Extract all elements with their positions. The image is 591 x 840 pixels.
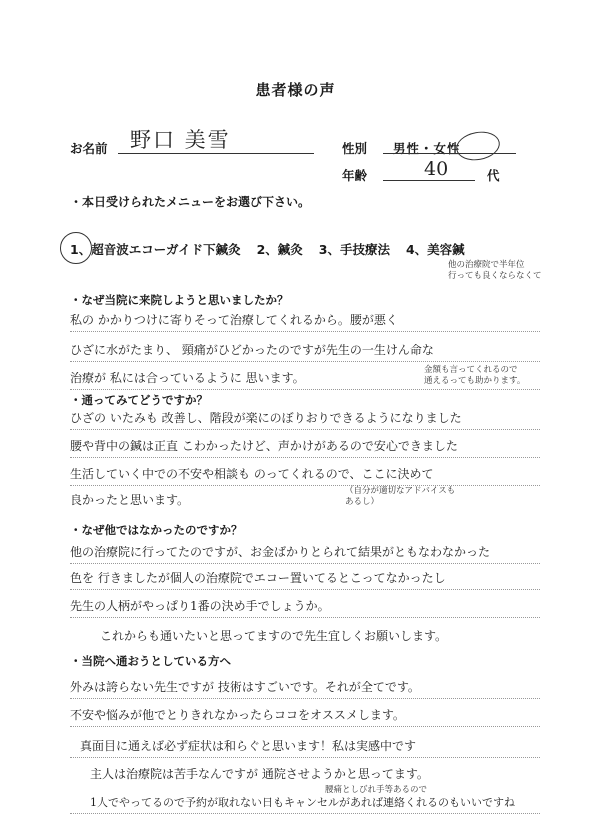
answer-rule — [70, 698, 540, 699]
margin-note: （自分が適切なアドバイスも あるし） — [345, 486, 456, 507]
answer-line: 1人でやってるので予約が取れない日もキャンセルがあれば連絡くれるのもいいですね — [90, 797, 515, 808]
name-value: 野口 美雪 — [130, 128, 231, 152]
answer-rule — [70, 429, 540, 430]
answer-line: 主人は治療院は苦手なんですが 通院させようかと思ってます。 — [90, 768, 429, 780]
answer-line: 先生の人柄がやっぱり1番の決め手でしょうか。 — [70, 600, 330, 612]
gender-label: 性別 — [342, 141, 368, 156]
answer-rule — [70, 589, 540, 590]
answer-rule — [70, 457, 540, 458]
menu-selected-circle — [60, 232, 92, 264]
menu-option-2: 2、鍼灸 — [256, 242, 303, 257]
answer-rule — [70, 331, 540, 332]
margin-note: 他の治療院で半年位 行っても良くならなくて — [448, 260, 542, 281]
answer-line: 外みは誇らない先生ですが 技術はすごいです。それが全てです。 — [70, 681, 420, 693]
answer-line: 不安や悩みが他でとりきれなかったらココをオススメします。 — [70, 709, 405, 721]
answer-line: 生活していく中での不安や相談も のってくれるので、ここに決めて — [70, 468, 434, 480]
answer-line: 良かったと思います。 — [70, 494, 190, 506]
answer-line: ひざの いたみも 改善し、階段が楽にのぼりおりできるようになりました — [70, 412, 462, 424]
answer-line: 真面目に通えば必ず症状は和らぐと思います！私は実感中です — [80, 740, 417, 752]
answer-line: 腰や背中の鍼は正直 こわかったけど、声かけがあるので安心できました — [70, 440, 458, 452]
gender-options: 男性・女性 — [393, 141, 461, 156]
gender-selected-circle — [454, 128, 502, 163]
answer-rule — [70, 361, 540, 362]
age-label: 年齢 — [342, 168, 368, 183]
answer-line: ひざに水がたまり、 頸痛がひどかったのですが先生の一生けん命な — [70, 344, 434, 356]
name-underline — [118, 153, 314, 154]
question-why-not-others-label: ・なぜ他ではなかったのですか？ — [70, 523, 243, 537]
answer-line: これからも通いたいと思ってますので先生宜しくお願いします。 — [100, 630, 448, 642]
menu-options — [70, 240, 530, 258]
age-underline — [383, 180, 475, 181]
age-value: 40 — [424, 158, 449, 180]
margin-note: 腰痛としびれ手等あるので — [325, 785, 428, 795]
answer-rule — [70, 813, 540, 814]
question-reason-label: ・なぜ当院に来院しようと思いましたか？ — [70, 293, 289, 307]
gender-underline — [383, 153, 516, 154]
answer-rule — [70, 726, 540, 727]
answer-line: 色を 行きましたが個人の治療院でエコー置いてるとこってなかったし — [70, 572, 446, 584]
question-experience-label: ・通ってみてどうですか？ — [70, 393, 208, 407]
answer-rule — [70, 563, 540, 564]
menu-prompt: ・本日受けられたメニューをお選び下さい。 — [70, 195, 311, 209]
question-message-label: ・当院へ通おうとしている方へ — [70, 654, 231, 668]
answer-line: 治療が 私には合っているように 思います。 — [70, 372, 305, 384]
page-title: 患者様の声 — [255, 81, 336, 99]
name-label: お名前 — [70, 141, 108, 156]
menu-option-3: 3、手技療法 — [318, 242, 390, 257]
answer-rule — [70, 757, 540, 758]
age-unit: 代 — [487, 168, 500, 183]
answer-rule — [70, 389, 540, 390]
answer-line: 他の治療院に行ってたのですが、お金ばかりとられて結果がともなわなかった — [70, 546, 491, 558]
answer-line: 私の かかりつけに寄りそって治療してくれるから。腰が悪く — [70, 314, 398, 326]
answer-rule — [70, 485, 540, 486]
menu-option-4: 4、美容鍼 — [405, 242, 465, 257]
answer-rule — [70, 617, 540, 618]
menu-option-1: 1、超音波エコーガイド下鍼灸 — [70, 242, 241, 257]
margin-note: 金額も言ってくれるので 通えるっても助かります。 — [424, 365, 526, 386]
